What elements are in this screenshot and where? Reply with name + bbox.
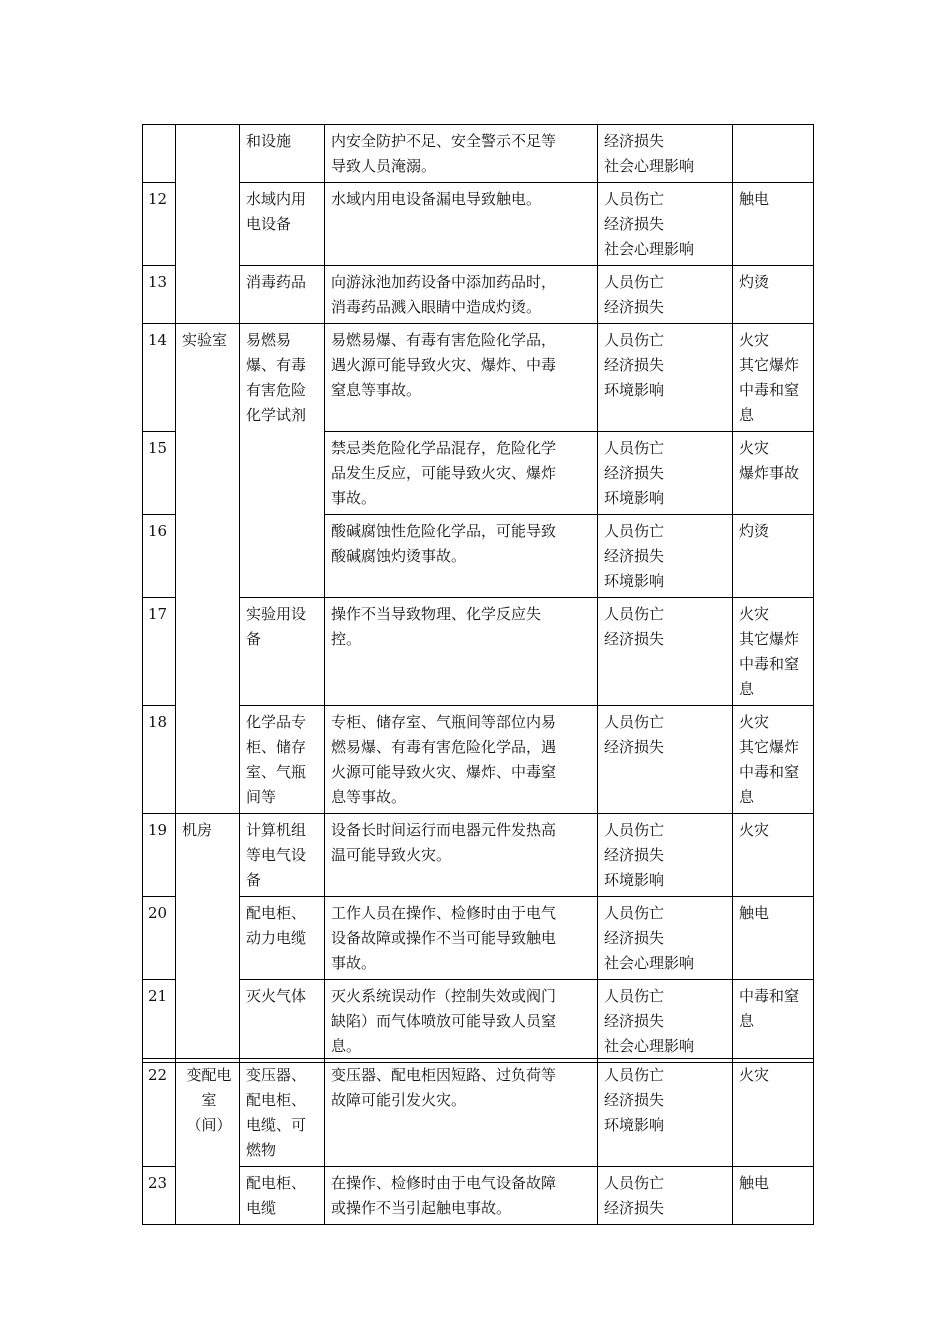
accident-type: 火灾 其它爆炸 中毒和窒 息 (733, 706, 814, 814)
row-number: 23 (143, 1167, 176, 1225)
table-row (143, 706, 814, 814)
hazard-description: 灭火系统误动作（控制失效或阀门 缺陷）而气体喷放可能导致人员窒 息。 (325, 980, 598, 1063)
accident-type: 触电 (733, 897, 814, 980)
hazard-description: 酸碱腐蚀性危险化学品，可能导致 酸碱腐蚀灼烫事故。 (325, 515, 598, 598)
hazard-object: 化学品专 柜、储存 室、气瓶 间等 (240, 706, 325, 814)
hazard-object: 配电柜、 动力电缆 (240, 897, 325, 980)
consequence: 人员伤亡 经济损失 (598, 598, 733, 706)
area-substation: 变配电 室 （间） (176, 1059, 240, 1225)
hazard-description: 操作不当导致物理、化学反应失 控。 (325, 598, 598, 706)
accident-type (733, 125, 814, 183)
hazard-description: 禁忌类危险化学品混存，危险化学 品发生反应，可能导致火灾、爆炸 事故。 (325, 432, 598, 515)
hazard-object: 和设施 (240, 125, 325, 183)
hazard-object: 计算机组 等电气设 备 (240, 814, 325, 897)
consequence: 人员伤亡 经济损失 社会心理影响 (598, 897, 733, 980)
consequence: 人员伤亡 经济损失 环境影响 (598, 814, 733, 897)
hazard-description: 专柜、储存室、气瓶间等部位内易 燃易爆、有毒有害危险化学品，遇 火源可能导致火灾、爆炸、中毒窒 息等事故。 (325, 706, 598, 814)
consequence: 人员伤亡 经济损失 (598, 1167, 733, 1225)
hazard-object: 易燃易 爆、有毒 有害危险 化学试剂 (240, 324, 325, 598)
accident-type: 火灾 (733, 1059, 814, 1167)
row-number: 21 (143, 980, 176, 1063)
area-cell (176, 125, 240, 324)
hazard-description: 设备长时间运行而电器元件发热高 温可能导致火灾。 (325, 814, 598, 897)
consequence: 经济损失 社会心理影响 (598, 125, 733, 183)
row-number: 16 (143, 515, 176, 598)
consequence: 人员伤亡 经济损失 环境影响 (598, 515, 733, 598)
hazard-object: 实验用设 备 (240, 598, 325, 706)
hazard-object: 变压器、 配电柜、 电缆、可 燃物 (240, 1059, 325, 1167)
table-row (143, 1167, 814, 1225)
accident-type: 触电 (733, 183, 814, 266)
consequence: 人员伤亡 经济损失 (598, 266, 733, 324)
row-number: 18 (143, 706, 176, 814)
table-row (143, 814, 814, 897)
consequence: 人员伤亡 经济损失 社会心理影响 (598, 980, 733, 1063)
row-number: 15 (143, 432, 176, 515)
table-row (143, 183, 814, 266)
hazard-description: 工作人员在操作、检修时由于电气 设备故障或操作不当可能导致触电 事故。 (325, 897, 598, 980)
consequence: 人员伤亡 经济损失 社会心理影响 (598, 183, 733, 266)
hazard-object: 消毒药品 (240, 266, 325, 324)
area-lab: 实验室 (176, 324, 240, 814)
accident-type: 火灾 (733, 814, 814, 897)
hazard-description: 变压器、配电柜因短路、过负荷等 故障可能引发火灾。 (325, 1059, 598, 1167)
hazard-description: 向游泳池加药设备中添加药品时， 消毒药品溅入眼睛中造成灼烫。 (325, 266, 598, 324)
accident-type: 灼烫 (733, 266, 814, 324)
table-row (143, 980, 814, 1063)
row-number: 20 (143, 897, 176, 980)
table-row (143, 897, 814, 980)
area-machine-room: 机房 (176, 814, 240, 1063)
consequence: 人员伤亡 经济损失 环境影响 (598, 324, 733, 432)
table-row (143, 125, 814, 183)
row-number: 22 (143, 1059, 176, 1167)
hazard-object: 配电柜、 电缆 (240, 1167, 325, 1225)
row-number: 17 (143, 598, 176, 706)
table-row (143, 266, 814, 324)
hazard-description: 易燃易爆、有毒有害危险化学品， 遇火源可能导致火灾、爆炸、中毒 窒息等事故。 (325, 324, 598, 432)
consequence: 人员伤亡 经济损失 环境影响 (598, 432, 733, 515)
row-number: 19 (143, 814, 176, 897)
row-number: 14 (143, 324, 176, 432)
table-row (143, 598, 814, 706)
hazard-description: 水域内用电设备漏电导致触电。 (325, 183, 598, 266)
row-number (143, 125, 176, 183)
hazard-table-2 (142, 1058, 814, 1225)
row-number: 13 (143, 266, 176, 324)
hazard-table-1 (142, 124, 814, 1063)
accident-type: 火灾 其它爆炸 中毒和窒 息 (733, 324, 814, 432)
accident-type: 灼烫 (733, 515, 814, 598)
accident-type: 火灾 爆炸事故 (733, 432, 814, 515)
hazard-description: 内安全防护不足、安全警示不足等 导致人员淹溺。 (325, 125, 598, 183)
accident-type: 中毒和窒 息 (733, 980, 814, 1063)
consequence: 人员伤亡 经济损失 (598, 706, 733, 814)
hazard-object: 灭火气体 (240, 980, 325, 1063)
hazard-object: 水域内用 电设备 (240, 183, 325, 266)
consequence: 人员伤亡 经济损失 环境影响 (598, 1059, 733, 1167)
accident-type: 火灾 其它爆炸 中毒和窒 息 (733, 598, 814, 706)
table-row (143, 324, 814, 432)
row-number: 12 (143, 183, 176, 266)
accident-type: 触电 (733, 1167, 814, 1225)
table-row (143, 1059, 814, 1167)
hazard-description: 在操作、检修时由于电气设备故障 或操作不当引起触电事故。 (325, 1167, 598, 1225)
